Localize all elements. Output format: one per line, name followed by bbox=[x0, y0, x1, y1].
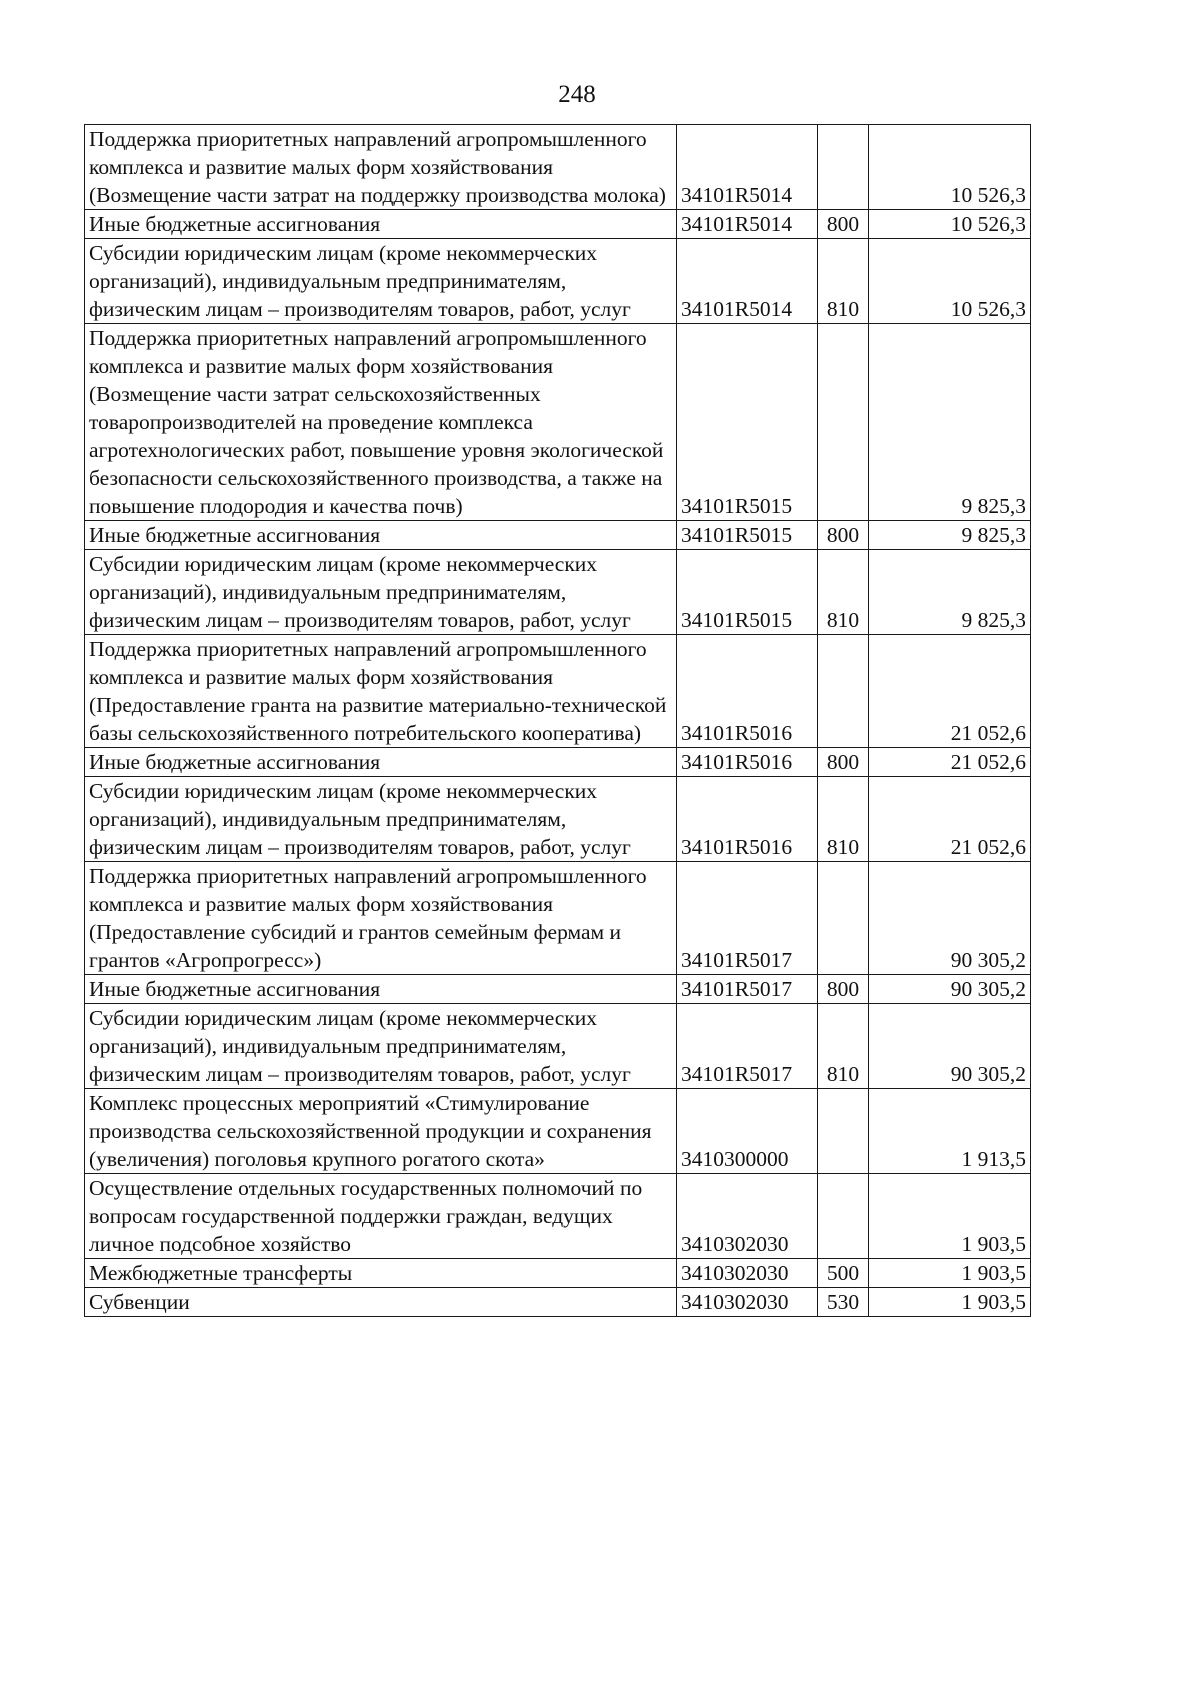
row-target-code: 34101R5015 bbox=[677, 324, 818, 521]
row-name: Субвенции bbox=[85, 1288, 677, 1317]
row-target-code: 3410302030 bbox=[677, 1288, 818, 1317]
row-amount: 10 526,3 bbox=[869, 210, 1031, 239]
table-row bbox=[85, 975, 1031, 1004]
row-expense-type: 810 bbox=[818, 550, 869, 635]
row-name: Субсидии юридическим лицам (кроме некоммерческих организаций), индивидуальным предпринимателям, физическим лицам – производителям товаров, работ, услуг bbox=[85, 550, 677, 635]
row-amount: 90 305,2 bbox=[869, 975, 1031, 1004]
table-row bbox=[85, 125, 1031, 210]
table-row bbox=[85, 777, 1031, 862]
table-row bbox=[85, 550, 1031, 635]
row-amount: 9 825,3 bbox=[869, 521, 1031, 550]
row-name: Иные бюджетные ассигнования bbox=[85, 521, 677, 550]
table-row bbox=[85, 748, 1031, 777]
row-expense-type bbox=[818, 125, 869, 210]
row-target-code: 3410302030 bbox=[677, 1259, 818, 1288]
row-amount: 10 526,3 bbox=[869, 125, 1031, 210]
row-name: Поддержка приоритетных направлений агропромышленного комплекса и развитие малых форм хозяйствования (Предоставление гранта на развитие материально-технической базы сельскохозяйственного потребительского кооператива) bbox=[85, 635, 677, 748]
row-expense-type bbox=[818, 862, 869, 975]
row-amount: 21 052,6 bbox=[869, 748, 1031, 777]
row-name: Поддержка приоритетных направлений агропромышленного комплекса и развитие малых форм хозяйствования (Возмещение части затрат сельскохозяйственных товаропроизводителей на проведение комплекса агротехнологических работ, повышение уровня экологической безопасности сельскохозяйственного производства, а также на повышение плодородия и качества почв) bbox=[85, 324, 677, 521]
row-name: Межбюджетные трансферты bbox=[85, 1259, 677, 1288]
row-expense-type: 800 bbox=[818, 748, 869, 777]
table-row bbox=[85, 1089, 1031, 1174]
table-row bbox=[85, 210, 1031, 239]
row-name: Субсидии юридическим лицам (кроме некоммерческих организаций), индивидуальным предпринимателям, физическим лицам – производителям товаров, работ, услуг bbox=[85, 1004, 677, 1089]
row-expense-type bbox=[818, 324, 869, 521]
row-name: Поддержка приоритетных направлений агропромышленного комплекса и развитие малых форм хозяйствования (Предоставление субсидий и грантов семейным фермам и грантов «Агропрогресс») bbox=[85, 862, 677, 975]
table-row bbox=[85, 635, 1031, 748]
row-name: Иные бюджетные ассигнования bbox=[85, 748, 677, 777]
row-expense-type bbox=[818, 1174, 869, 1259]
row-expense-type: 530 bbox=[818, 1288, 869, 1317]
table-row bbox=[85, 521, 1031, 550]
row-target-code: 34101R5015 bbox=[677, 550, 818, 635]
row-name: Поддержка приоритетных направлений агропромышленного комплекса и развитие малых форм хозяйствования (Возмещение части затрат на поддержку производства молока) bbox=[85, 125, 677, 210]
row-target-code: 34101R5014 bbox=[677, 239, 818, 324]
table-row bbox=[85, 1288, 1031, 1317]
row-target-code: 34101R5014 bbox=[677, 210, 818, 239]
row-name: Иные бюджетные ассигнования bbox=[85, 975, 677, 1004]
row-name: Комплекс процессных мероприятий «Стимулирование производства сельскохозяйственной продукции и сохранения (увеличения) поголовья крупного рогатого скота» bbox=[85, 1089, 677, 1174]
page-number: 248 bbox=[558, 81, 596, 108]
table-row bbox=[85, 324, 1031, 521]
row-amount: 9 825,3 bbox=[869, 324, 1031, 521]
row-amount: 1 903,5 bbox=[869, 1288, 1031, 1317]
row-amount: 21 052,6 bbox=[869, 777, 1031, 862]
row-amount: 90 305,2 bbox=[869, 862, 1031, 975]
row-name: Осуществление отдельных государственных полномочий по вопросам государственной поддержки граждан, ведущих личное подсобное хозяйство bbox=[85, 1174, 677, 1259]
row-amount: 1 903,5 bbox=[869, 1174, 1031, 1259]
row-name: Иные бюджетные ассигнования bbox=[85, 210, 677, 239]
row-target-code: 3410302030 bbox=[677, 1174, 818, 1259]
row-target-code: 34101R5016 bbox=[677, 748, 818, 777]
table-row bbox=[85, 1174, 1031, 1259]
row-amount: 90 305,2 bbox=[869, 1004, 1031, 1089]
table-row bbox=[85, 1259, 1031, 1288]
row-expense-type: 800 bbox=[818, 975, 869, 1004]
row-name: Субсидии юридическим лицам (кроме некоммерческих организаций), индивидуальным предпринимателям, физическим лицам – производителям товаров, работ, услуг bbox=[85, 239, 677, 324]
table-row bbox=[85, 1004, 1031, 1089]
row-expense-type bbox=[818, 1089, 869, 1174]
row-expense-type: 810 bbox=[818, 239, 869, 324]
row-expense-type: 810 bbox=[818, 777, 869, 862]
row-expense-type bbox=[818, 635, 869, 748]
row-amount: 21 052,6 bbox=[869, 635, 1031, 748]
row-name: Субсидии юридическим лицам (кроме некоммерческих организаций), индивидуальным предпринимателям, физическим лицам – производителям товаров, работ, услуг bbox=[85, 777, 677, 862]
row-expense-type: 800 bbox=[818, 521, 869, 550]
row-target-code: 34101R5017 bbox=[677, 862, 818, 975]
row-expense-type: 500 bbox=[818, 1259, 869, 1288]
row-amount: 1 903,5 bbox=[869, 1259, 1031, 1288]
table-row bbox=[85, 862, 1031, 975]
row-target-code: 34101R5015 bbox=[677, 521, 818, 550]
row-expense-type: 810 bbox=[818, 1004, 869, 1089]
row-amount: 10 526,3 bbox=[869, 239, 1031, 324]
budget-table bbox=[84, 124, 1031, 1317]
row-target-code: 34101R5016 bbox=[677, 635, 818, 748]
row-amount: 1 913,5 bbox=[869, 1089, 1031, 1174]
row-amount: 9 825,3 bbox=[869, 550, 1031, 635]
row-target-code: 34101R5017 bbox=[677, 1004, 818, 1089]
row-target-code: 34101R5017 bbox=[677, 975, 818, 1004]
row-target-code: 34101R5016 bbox=[677, 777, 818, 862]
row-expense-type: 800 bbox=[818, 210, 869, 239]
row-target-code: 34101R5014 bbox=[677, 125, 818, 210]
table-row bbox=[85, 239, 1031, 324]
row-target-code: 3410300000 bbox=[677, 1089, 818, 1174]
